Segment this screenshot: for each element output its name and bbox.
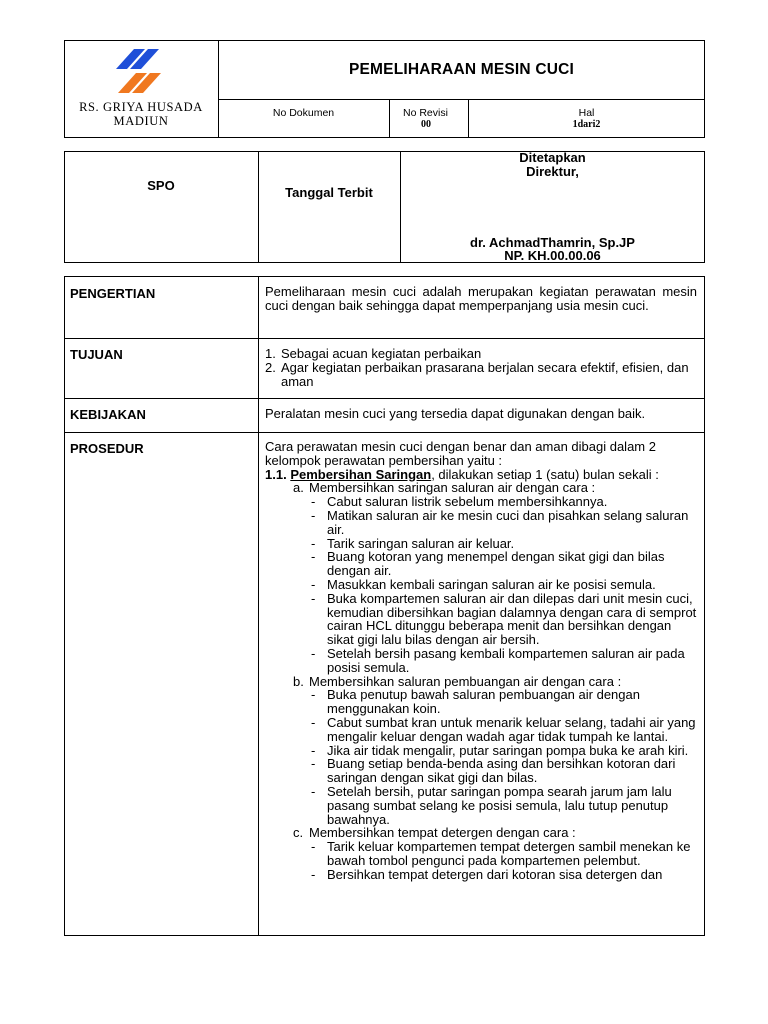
signer-np: NP. KH.00.00.06 — [504, 248, 601, 263]
spo-label: SPO — [147, 178, 175, 193]
procedure-sub — [293, 481, 697, 674]
sub-title: Membersihkan tempat detergen dengan cara : — [309, 825, 576, 841]
tujuan-list — [265, 347, 697, 388]
hal-value: 1dari2 — [572, 119, 601, 130]
procedure-item: - Matikan saluran air ke mesin cuci dan pisahkan selang saluran air. — [311, 509, 697, 537]
procedure-item: - Cabut saluran listrik sebelum membersihkannya. — [311, 495, 697, 509]
procedure-item: - Jika air tidak mengalir, putar saringan pompa buka ke arah kiri. — [311, 744, 697, 758]
procedure-item: - Setelah bersih pasang kembali kompartemen saluran air pada posisi semula. — [311, 647, 697, 675]
signer-name: dr. AchmadThamrin, Sp.JP — [470, 235, 635, 250]
procedure-item: - Masukkan kembali saringan saluran air ke posisi semula. — [311, 578, 697, 592]
tujuan-item — [265, 347, 697, 361]
step-title: Pembersihan Saringan — [290, 466, 432, 482]
procedure-item: - Setelah bersih, putar saringan pompa searah jarum jam lalu pasang sumbat selang ke posisi semula, lalu tutup penutup bawahnya. — [311, 785, 697, 826]
procedure-sub — [293, 826, 697, 881]
direktur-label: Direktur, — [526, 164, 579, 179]
prosedur-step — [265, 468, 697, 482]
sub-title: Membersihkan saluran pembuangan air dengan cara : — [309, 673, 622, 689]
kebijakan-text: Peralatan mesin cuci yang tersedia dapat digunakan dengan baik. — [265, 406, 646, 421]
no-revisi-label: No Revisi — [403, 107, 448, 119]
step-number: 1.1. — [265, 466, 287, 482]
hospital-logo-icon — [112, 46, 172, 96]
pengertian-text: Pemeliharaan mesin cuci adalah merupakan kegiatan perawatan mesin cuci dengan baik sehingga dapat memperpanjang usia mesin cuci. — [265, 284, 697, 313]
sub-mark: b. — [293, 673, 304, 689]
tujuan-label: TUJUAN — [70, 347, 123, 362]
step-rest: , dilakukan setiap 1 (satu) bulan sekali : — [431, 466, 659, 482]
pengertian-label: PENGERTIAN — [70, 286, 156, 301]
procedure-item: - Tarik saringan saluran air keluar. — [311, 537, 697, 551]
prosedur-body — [265, 440, 697, 882]
procedure-item: - Buka kompartemen saluran air dan dilepas dari unit mesin cuci, kemudian dibersihkan bagian dalamnya dengan cara di semprot cairan HCL ditunggu beberapa menit dan bersihkan dengan sikat gigi lalu bilas dengan air bersih. — [311, 592, 697, 647]
procedure-item: - Buang kotoran yang menempel dengan sikat gigi dan bilas dengan air. — [311, 550, 697, 578]
ditetapkan-label: Ditetapkan — [519, 150, 586, 165]
sub-mark: a. — [293, 480, 304, 496]
procedure-item: - Cabut sumbat kran untuk menarik keluar selang, tadahi air yang mengalir keluar dengan wadah agar tidak tumpah ke lantai. — [311, 716, 697, 744]
org-name-line1: RS. GRIYA HUSADA — [79, 100, 203, 114]
procedure-item: - Buang setiap benda-benda asing dan bersihkan kotoran dari saringan dengan sikat gigi dan bilas. — [311, 757, 697, 785]
org-name — [64, 100, 218, 128]
prosedur-label: PROSEDUR — [70, 441, 144, 456]
tujuan-item-text: Sebagai acuan kegiatan perbaikan — [281, 346, 482, 361]
no-revisi-value: 00 — [421, 119, 431, 130]
org-name-line2: MADIUN — [113, 114, 169, 128]
tujuan-item-text: Agar kegiatan perbaikan prasarana berjalan secara efektif, efisien, dan aman — [281, 359, 689, 389]
tujuan-item-num: 1. — [265, 346, 276, 361]
no-dokumen-label: No Dokumen — [272, 107, 335, 119]
prosedur-intro: Cara perawatan mesin cuci dengan benar dan aman dibagi dalam 2 kelompok perawatan pembersihan yaitu : — [265, 439, 656, 468]
procedure-sub — [293, 675, 697, 827]
hal-label: Hal — [578, 107, 595, 119]
tujuan-item-num: 2. — [265, 359, 276, 375]
sub-mark: c. — [293, 825, 304, 841]
kebijakan-label: KEBIJAKAN — [70, 407, 146, 422]
procedure-item: - Buka penutup bawah saluran pembuangan air dengan menggunakan koin. — [311, 688, 697, 716]
procedure-item: - Tarik keluar kompartemen tempat detergen sambil menekan ke bawah tombol pengunci pada kompartemen pelembut. — [311, 840, 697, 868]
tujuan-item — [265, 361, 697, 389]
sub-title: Membersihkan saringan saluran air dengan cara : — [309, 480, 596, 496]
document-title: PEMELIHARAAN MESIN CUCI — [348, 61, 575, 78]
tanggal-terbit-label: Tanggal Terbit — [285, 185, 373, 200]
procedure-item: - Bersihkan tempat detergen dari kotoran sisa detergen dan — [311, 868, 697, 882]
